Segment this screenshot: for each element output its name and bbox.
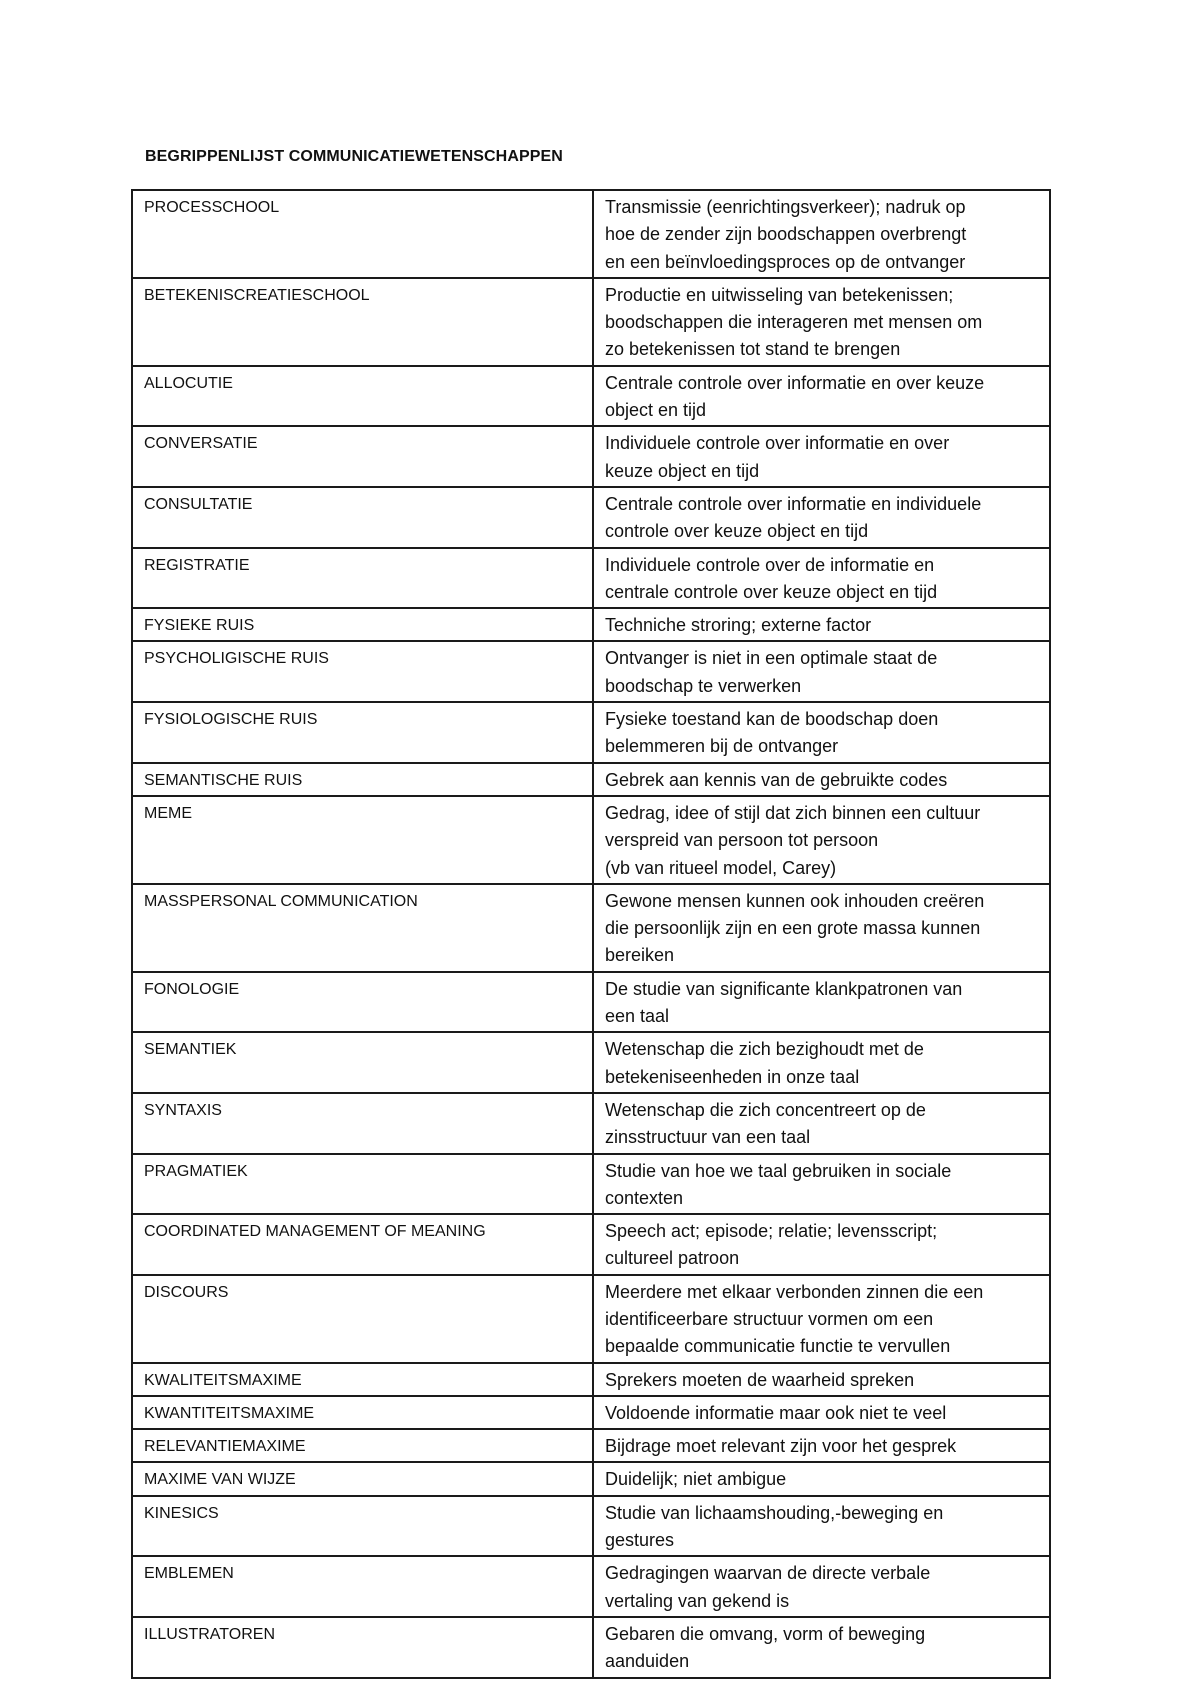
definition-line: hoe de zender zijn boodschappen overbrengt [605, 224, 967, 245]
glossary-definition [593, 1093, 1050, 1154]
definition-line: een taal [605, 1006, 670, 1027]
definition-line: Centrale controle over informatie en over keuze [605, 372, 985, 393]
definition-line: en een beïnvloedingsproces op de ontvanger [605, 251, 966, 272]
glossary-term: KWALITEITSMAXIME [132, 1363, 593, 1396]
glossary-term: BETEKENISCREATIESCHOOL [132, 278, 593, 366]
glossary-definition [593, 702, 1050, 763]
glossary-term: CONVERSATIE [132, 426, 593, 487]
glossary-row [132, 426, 1050, 487]
definition-line: Gebrek aan kennis van de gebruikte codes [605, 769, 948, 790]
glossary-term: FYSIOLOGISCHE RUIS [132, 702, 593, 763]
definition-line: Wetenschap die zich concentreert op de [605, 1099, 926, 1120]
glossary-row [132, 796, 1050, 884]
glossary-definition [593, 190, 1050, 278]
glossary-row [132, 641, 1050, 702]
definition-line: Ontvanger is niet in een optimale staat de [605, 648, 938, 669]
glossary-definition [593, 1617, 1050, 1678]
definition-line: De studie van significante klankpatronen van [605, 978, 963, 999]
glossary-definition [593, 426, 1050, 487]
glossary-term: FYSIEKE RUIS [132, 608, 593, 641]
definition-line: boodschap te verwerken [605, 675, 802, 696]
definition-line: Speech act; episode; relatie; levensscript; [605, 1221, 938, 1242]
glossary-term: PSYCHOLIGISCHE RUIS [132, 641, 593, 702]
glossary-row [132, 366, 1050, 427]
glossary-row [132, 190, 1050, 278]
glossary-row [132, 1496, 1050, 1557]
glossary-row [132, 1363, 1050, 1396]
glossary-definition [593, 1032, 1050, 1093]
definition-line: zinsstructuur van een taal [605, 1127, 811, 1148]
definition-line: cultureel patroon [605, 1248, 740, 1269]
definition-line: Gewone mensen kunnen ook inhouden creëren [605, 890, 985, 911]
glossary-body [132, 190, 1050, 1678]
glossary-row [132, 1214, 1050, 1275]
glossary-definition [593, 796, 1050, 884]
glossary-table [131, 189, 1051, 1679]
glossary-definition [593, 548, 1050, 609]
definition-line: Individuele controle over de informatie en [605, 554, 935, 575]
glossary-term: SYNTAXIS [132, 1093, 593, 1154]
definition-line: controle over keuze object en tijd [605, 521, 869, 542]
glossary-definition [593, 487, 1050, 548]
definition-line: Bijdrage moet relevant zijn voor het gesprek [605, 1436, 957, 1457]
definition-line: identificeerbare structuur vormen om een [605, 1308, 934, 1329]
glossary-row [132, 278, 1050, 366]
glossary-definition [593, 763, 1050, 796]
glossary-term: DISCOURS [132, 1275, 593, 1363]
glossary-row [132, 1556, 1050, 1617]
glossary-row [132, 1275, 1050, 1363]
glossary-definition [593, 1396, 1050, 1429]
glossary-definition [593, 608, 1050, 641]
definition-line: Duidelijk; niet ambigue [605, 1469, 787, 1490]
definition-line: Fysieke toestand kan de boodschap doen [605, 709, 939, 730]
glossary-definition [593, 1275, 1050, 1363]
definition-line: betekeniseenheden in onze taal [605, 1066, 860, 1087]
glossary-row [132, 884, 1050, 972]
glossary-definition [593, 366, 1050, 427]
glossary-definition [593, 1556, 1050, 1617]
definition-line: die persoonlijk zijn en een grote massa kunnen [605, 918, 981, 939]
definition-line: Centrale controle over informatie en individuele [605, 493, 982, 514]
glossary-row [132, 1154, 1050, 1215]
glossary-definition [593, 972, 1050, 1033]
glossary-term: KWANTITEITSMAXIME [132, 1396, 593, 1429]
definition-line: centrale controle over keuze object en tijd [605, 581, 938, 602]
glossary-term: ILLUSTRATOREN [132, 1617, 593, 1678]
definition-line: Individuele controle over informatie en over [605, 433, 950, 454]
definition-line: Wetenschap die zich bezighoudt met de [605, 1039, 924, 1060]
glossary-term: PROCESSCHOOL [132, 190, 593, 278]
glossary-row [132, 487, 1050, 548]
definition-line: verspreid van persoon tot persoon [605, 830, 879, 851]
glossary-term: CONSULTATIE [132, 487, 593, 548]
glossary-row [132, 972, 1050, 1033]
definition-line: Gedragingen waarvan de directe verbale [605, 1563, 931, 1584]
glossary-term: MAXIME VAN WIJZE [132, 1462, 593, 1495]
definition-line: zo betekenissen tot stand te brengen [605, 339, 901, 360]
glossary-term: ALLOCUTIE [132, 366, 593, 427]
glossary-term: REGISTRATIE [132, 548, 593, 609]
definition-line: bereiken [605, 945, 675, 966]
glossary-row [132, 1617, 1050, 1678]
definition-line: Meerdere met elkaar verbonden zinnen die een [605, 1281, 984, 1302]
glossary-definition [593, 278, 1050, 366]
glossary-term: COORDINATED MANAGEMENT OF MEANING [132, 1214, 593, 1275]
definition-line: aanduiden [605, 1651, 690, 1672]
glossary-term: SEMANTIEK [132, 1032, 593, 1093]
definition-line: keuze object en tijd [605, 460, 760, 481]
definition-line: (vb van ritueel model, Carey) [605, 857, 837, 878]
glossary-term: MASSPERSONAL COMMUNICATION [132, 884, 593, 972]
glossary-term: SEMANTISCHE RUIS [132, 763, 593, 796]
glossary-row [132, 608, 1050, 641]
glossary-definition [593, 1214, 1050, 1275]
page-title: BEGRIPPENLIJST COMMUNICATIEWETENSCHAPPEN [145, 148, 563, 165]
glossary-term: FONOLOGIE [132, 972, 593, 1033]
definition-line: Voldoende informatie maar ook niet te veel [605, 1402, 947, 1423]
definition-line: Sprekers moeten de waarheid spreken [605, 1369, 915, 1390]
definition-line: vertaling van gekend is [605, 1590, 790, 1611]
glossary-term: RELEVANTIEMAXIME [132, 1429, 593, 1462]
glossary-definition [593, 1429, 1050, 1462]
glossary-row [132, 1462, 1050, 1495]
glossary-row [132, 548, 1050, 609]
glossary-row [132, 1396, 1050, 1429]
definition-line: Techniche stroring; externe factor [605, 615, 872, 636]
definition-line: Transmissie (eenrichtingsverkeer); nadruk op [605, 197, 966, 217]
glossary-row [132, 1093, 1050, 1154]
definition-line: contexten [605, 1187, 684, 1208]
definition-line: gestures [605, 1530, 675, 1551]
glossary-definition [593, 884, 1050, 972]
glossary-row [132, 702, 1050, 763]
glossary-definition [593, 1496, 1050, 1557]
definition-line: Gebaren die omvang, vorm of beweging [605, 1623, 926, 1644]
definition-line: belemmeren bij de ontvanger [605, 736, 839, 757]
definition-line: Studie van hoe we taal gebruiken in sociale [605, 1160, 952, 1181]
glossary-row [132, 1429, 1050, 1462]
definition-line: Productie en uitwisseling van betekenissen; [605, 284, 954, 305]
glossary-term: PRAGMATIEK [132, 1154, 593, 1215]
glossary-definition [593, 1154, 1050, 1215]
glossary-term: EMBLEMEN [132, 1556, 593, 1617]
definition-line: Gedrag, idee of stijl dat zich binnen een cultuur [605, 802, 981, 823]
definition-line: boodschappen die interageren met mensen om [605, 312, 983, 333]
definition-line: bepaalde communicatie functie te vervullen [605, 1336, 951, 1357]
glossary-definition [593, 641, 1050, 702]
glossary-definition [593, 1363, 1050, 1396]
glossary-term: MEME [132, 796, 593, 884]
definition-line: Studie van lichaamshouding,-beweging en [605, 1502, 944, 1523]
glossary-definition [593, 1462, 1050, 1495]
definition-line: object en tijd [605, 400, 707, 421]
glossary-row [132, 763, 1050, 796]
glossary-row [132, 1032, 1050, 1093]
glossary-term: KINESICS [132, 1496, 593, 1557]
